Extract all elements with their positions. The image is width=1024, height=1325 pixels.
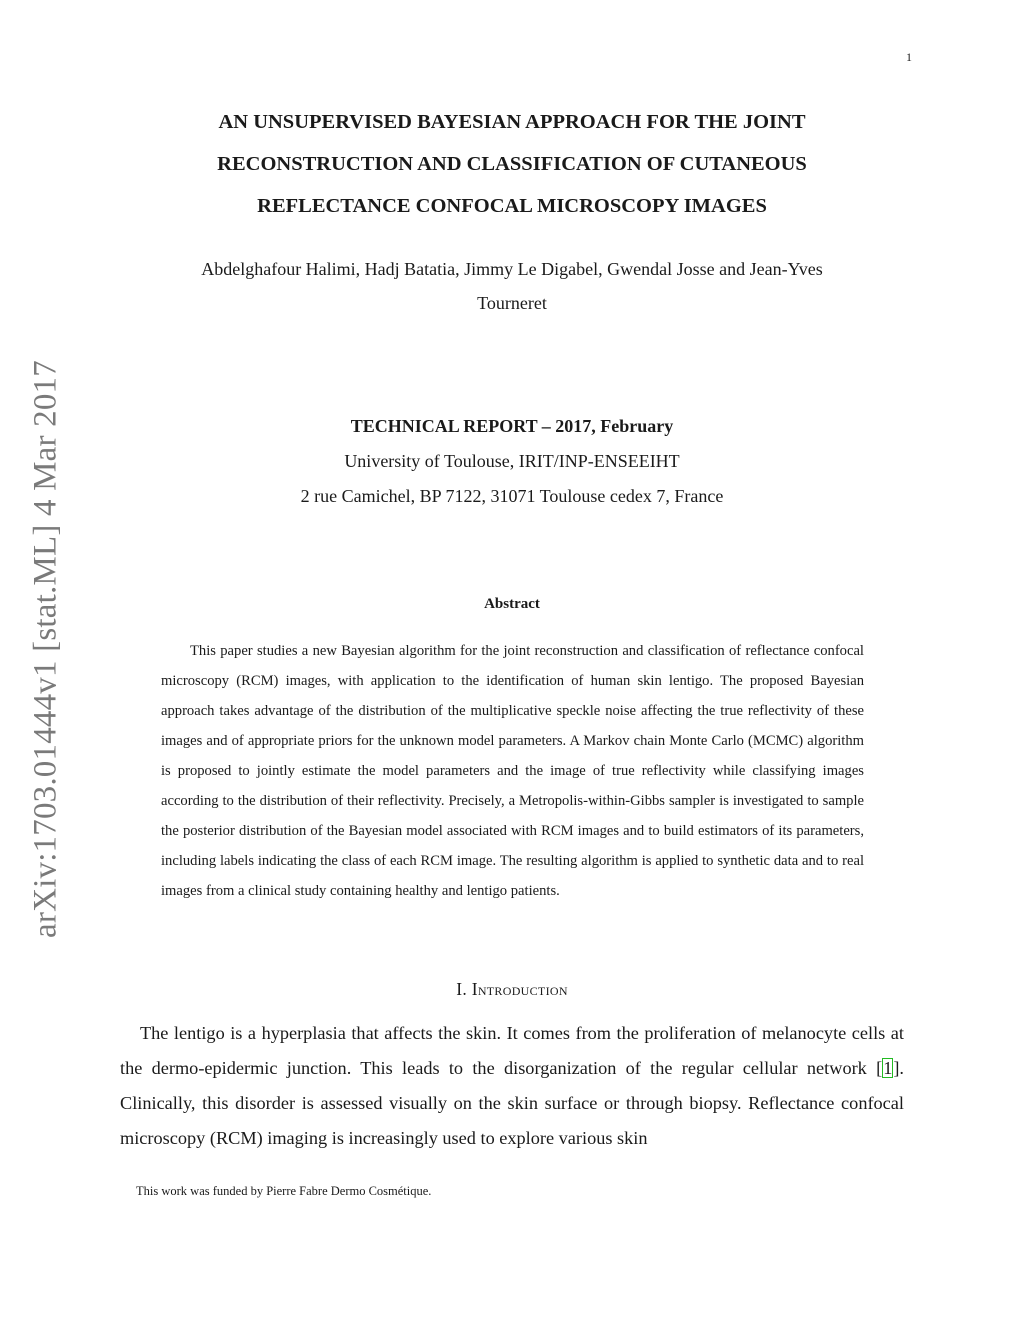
section-heading-introduction bbox=[112, 979, 912, 1000]
report-label: TECHNICAL REPORT – 2017, February bbox=[350, 416, 674, 436]
authors-line: Tourneret bbox=[477, 293, 547, 313]
section-numeral: I. bbox=[456, 979, 468, 999]
funding-footnote: This work was funded by Pierre Fabre Dermo Cosmétique. bbox=[136, 1184, 432, 1198]
introduction-text: The lentigo is a hyperplasia that affects the skin. It comes from the proliferation of melanocyte cells at the dermo-epidermic junction. This leads to the disorganization of the regular cellular network [ bbox=[120, 1023, 904, 1078]
introduction-text-continued: ]. Clinically, this disorder is assessed visually on the skin surface or through biopsy. Reflectance confocal microscopy (RCM) imaging is increasingly used to explore various skin bbox=[120, 1058, 904, 1148]
abstract-heading: Abstract bbox=[484, 596, 540, 612]
title-line: REFLECTANCE CONFOCAL MICROSCOPY IMAGES bbox=[257, 195, 767, 217]
page-number: 1 bbox=[906, 50, 912, 64]
abstract-text: This paper studies a new Bayesian algorithm for the joint reconstruction and classification of reflectance confocal microscopy (RCM) images, with application to the identification of human skin lentigo. The proposed Bayesian approach takes advantage of the distribution of the multiplicative speckle noise affecting the true reflectivity of these images and of appropriate priors for the unknown model parameters. A Markov chain Monte Carlo (MCMC) algorithm is proposed to jointly estimate the model parameters and the image of true reflectivity while classifying images according to the distribution of their reflectivity. Precisely, a Metropolis-within-Gibbs sampler is investigated to sample the posterior distribution of the Bayesian model associated with RCM images and to build estimators of its parameters, including labels indicating the class of each RCM image. The resulting algorithm is applied to synthetic data and to real images from a clinical study containing healthy and lentigo patients. bbox=[161, 643, 864, 899]
authors-line: Abdelghafour Halimi, Hadj Batatia, Jimmy Le Digabel, Gwendal Josse and Jean-Yves bbox=[201, 259, 823, 279]
title-line: RECONSTRUCTION AND CLASSIFICATION OF CUTANEOUS bbox=[217, 153, 807, 175]
citation-link[interactable]: 1 bbox=[883, 1058, 893, 1078]
arxiv-identifier-stamp: arXiv:1703.01444v1 [stat.ML] 4 Mar 2017 bbox=[27, 360, 64, 938]
report-info bbox=[112, 409, 912, 514]
address: 2 rue Camichel, BP 7122, 31071 Toulouse cedex 7, France bbox=[300, 486, 724, 506]
introduction-paragraph bbox=[120, 1016, 904, 1156]
section-title: Introduction bbox=[471, 979, 568, 999]
institution: University of Toulouse, IRIT/INP-ENSEEIHT bbox=[344, 451, 680, 471]
paper-title bbox=[112, 101, 912, 227]
author-list bbox=[112, 252, 912, 320]
title-line: AN UNSUPERVISED BAYESIAN APPROACH FOR THE JOINT bbox=[218, 111, 806, 133]
